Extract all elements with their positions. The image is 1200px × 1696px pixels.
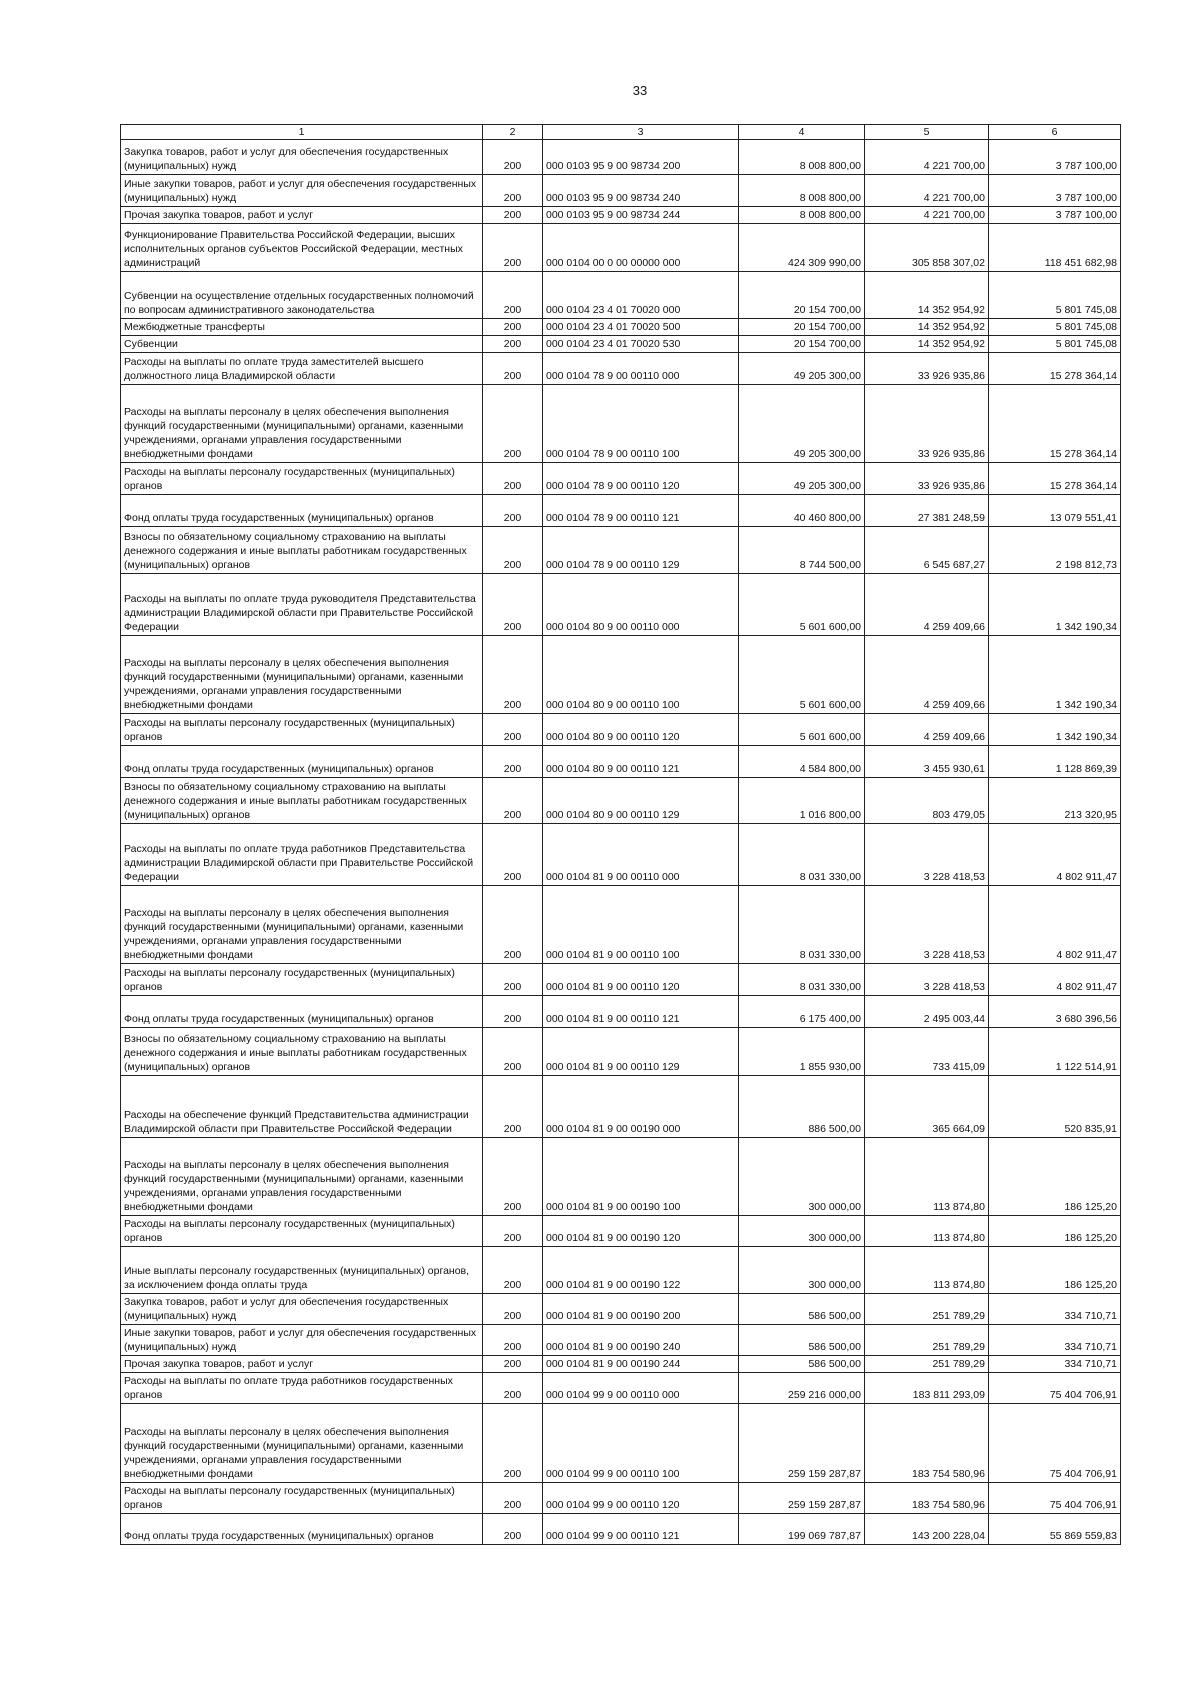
row-unexecuted-cell: 5 801 745,08	[989, 319, 1121, 336]
table-row	[121, 1373, 1121, 1404]
row-executed-cell: 3 455 930,61	[865, 746, 989, 778]
row-executed-cell: 113 874,80	[865, 1138, 989, 1216]
row-unexecuted-cell: 2 198 812,73	[989, 527, 1121, 574]
row-planned-cell: 8 008 800,00	[739, 175, 865, 207]
row-name-cell: Расходы на обеспечение функций Представительства администрации Владимирской области при Правительстве Российской Федерации	[121, 1076, 483, 1138]
row-classification-cell: 000 0104 81 9 00 00190 122	[543, 1247, 739, 1294]
row-name-cell: Прочая закупка товаров, работ и услуг	[121, 207, 483, 224]
row-unexecuted-cell: 118 451 682,98	[989, 224, 1121, 272]
row-code-cell: 200	[483, 385, 543, 463]
row-classification-cell: 000 0104 99 9 00 00110 120	[543, 1483, 739, 1514]
row-planned-cell: 1 016 800,00	[739, 778, 865, 824]
row-unexecuted-cell: 186 125,20	[989, 1138, 1121, 1216]
row-executed-cell: 3 228 418,53	[865, 964, 989, 996]
row-code-cell: 200	[483, 886, 543, 964]
row-executed-cell: 4 221 700,00	[865, 207, 989, 224]
column-header-1: 1	[121, 125, 483, 140]
row-code-cell: 200	[483, 1028, 543, 1076]
row-unexecuted-cell: 1 128 869,39	[989, 746, 1121, 778]
row-unexecuted-cell: 1 342 190,34	[989, 636, 1121, 714]
table-row	[121, 996, 1121, 1028]
row-name-cell: Расходы на выплаты персоналу государственных (муниципальных) органов	[121, 964, 483, 996]
row-planned-cell: 20 154 700,00	[739, 272, 865, 319]
row-planned-cell: 6 175 400,00	[739, 996, 865, 1028]
row-classification-cell: 000 0104 81 9 00 00190 120	[543, 1216, 739, 1247]
table-row	[121, 1028, 1121, 1076]
row-executed-cell: 14 352 954,92	[865, 272, 989, 319]
row-classification-cell: 000 0104 81 9 00 00190 100	[543, 1138, 739, 1216]
row-name-cell: Расходы на выплаты по оплате труда руководителя Представительства администрации Владимирской области при Правительстве Российской Федерации	[121, 574, 483, 636]
row-classification-cell: 000 0104 81 9 00 00110 120	[543, 964, 739, 996]
row-executed-cell: 143 200 228,04	[865, 1514, 989, 1545]
row-executed-cell: 3 228 418,53	[865, 824, 989, 886]
row-planned-cell: 586 500,00	[739, 1356, 865, 1373]
row-unexecuted-cell: 4 802 911,47	[989, 964, 1121, 996]
row-executed-cell: 33 926 935,86	[865, 353, 989, 385]
column-header-5: 5	[865, 125, 989, 140]
row-planned-cell: 49 205 300,00	[739, 385, 865, 463]
table-row	[121, 527, 1121, 574]
row-planned-cell: 40 460 800,00	[739, 495, 865, 527]
row-code-cell: 200	[483, 1483, 543, 1514]
row-classification-cell: 000 0103 95 9 00 98734 200	[543, 140, 739, 175]
row-code-cell: 200	[483, 1373, 543, 1404]
row-planned-cell: 49 205 300,00	[739, 463, 865, 495]
table-row	[121, 574, 1121, 636]
row-unexecuted-cell: 213 320,95	[989, 778, 1121, 824]
row-name-cell: Расходы на выплаты по оплате труда работников Представительства администрации Владимирской области при Правительстве Российской Федерации	[121, 824, 483, 886]
row-executed-cell: 33 926 935,86	[865, 463, 989, 495]
row-unexecuted-cell: 334 710,71	[989, 1325, 1121, 1356]
row-unexecuted-cell: 1 342 190,34	[989, 574, 1121, 636]
table-row	[121, 140, 1121, 175]
row-planned-cell: 300 000,00	[739, 1138, 865, 1216]
row-executed-cell: 14 352 954,92	[865, 319, 989, 336]
row-name-cell: Иные закупки товаров, работ и услуг для обеспечения государственных (муниципальных) нужд	[121, 1325, 483, 1356]
row-code-cell: 200	[483, 1356, 543, 1373]
table-row	[121, 1216, 1121, 1247]
row-executed-cell: 113 874,80	[865, 1247, 989, 1294]
row-unexecuted-cell: 5 801 745,08	[989, 336, 1121, 353]
row-classification-cell: 000 0104 00 0 00 00000 000	[543, 224, 739, 272]
row-planned-cell: 8 031 330,00	[739, 964, 865, 996]
row-executed-cell: 251 789,29	[865, 1356, 989, 1373]
row-name-cell: Прочая закупка товаров, работ и услуг	[121, 1356, 483, 1373]
row-code-cell: 200	[483, 1404, 543, 1483]
row-executed-cell: 365 664,09	[865, 1076, 989, 1138]
table-row	[121, 1138, 1121, 1216]
row-classification-cell: 000 0104 78 9 00 00110 000	[543, 353, 739, 385]
row-unexecuted-cell: 75 404 706,91	[989, 1483, 1121, 1514]
row-unexecuted-cell: 334 710,71	[989, 1294, 1121, 1325]
budget-report-table	[120, 124, 1121, 1545]
row-planned-cell: 199 069 787,87	[739, 1514, 865, 1545]
row-classification-cell: 000 0104 78 9 00 00110 120	[543, 463, 739, 495]
row-unexecuted-cell: 75 404 706,91	[989, 1404, 1121, 1483]
row-code-cell: 200	[483, 140, 543, 175]
table-row	[121, 964, 1121, 996]
row-classification-cell: 000 0104 99 9 00 00110 000	[543, 1373, 739, 1404]
row-name-cell: Расходы на выплаты персоналу государственных (муниципальных) органов	[121, 1216, 483, 1247]
row-classification-cell: 000 0104 81 9 00 00190 000	[543, 1076, 739, 1138]
row-unexecuted-cell: 3 787 100,00	[989, 140, 1121, 175]
row-name-cell: Расходы на выплаты персоналу в целях обеспечения выполнения функций государственными (муниципальными) органами, казенными учреждениями, органами управления государственными внебюджетными фондами	[121, 1138, 483, 1216]
row-name-cell: Фонд оплаты труда государственных (муниципальных) органов	[121, 996, 483, 1028]
table-row	[121, 1483, 1121, 1514]
row-unexecuted-cell: 186 125,20	[989, 1247, 1121, 1294]
row-unexecuted-cell: 1 342 190,34	[989, 714, 1121, 746]
row-executed-cell: 113 874,80	[865, 1216, 989, 1247]
row-unexecuted-cell: 15 278 364,14	[989, 385, 1121, 463]
column-header-6: 6	[989, 125, 1121, 140]
row-classification-cell: 000 0104 81 9 00 00110 100	[543, 886, 739, 964]
row-name-cell: Взносы по обязательному социальному страхованию на выплаты денежного содержания и иные выплаты работникам государственных (муниципальных) органов	[121, 527, 483, 574]
column-header-3: 3	[543, 125, 739, 140]
row-executed-cell: 2 495 003,44	[865, 996, 989, 1028]
table-row	[121, 319, 1121, 336]
row-planned-cell: 586 500,00	[739, 1325, 865, 1356]
row-name-cell: Взносы по обязательному социальному страхованию на выплаты денежного содержания и иные выплаты работникам государственных (муниципальных) органов	[121, 778, 483, 824]
row-planned-cell: 259 159 287,87	[739, 1483, 865, 1514]
row-executed-cell: 803 479,05	[865, 778, 989, 824]
row-name-cell: Закупка товаров, работ и услуг для обеспечения государственных (муниципальных) нужд	[121, 1294, 483, 1325]
row-executed-cell: 4 259 409,66	[865, 714, 989, 746]
row-name-cell: Иные закупки товаров, работ и услуг для обеспечения государственных (муниципальных) нужд	[121, 175, 483, 207]
table-row	[121, 714, 1121, 746]
row-executed-cell: 305 858 307,02	[865, 224, 989, 272]
row-name-cell: Расходы на выплаты персоналу в целях обеспечения выполнения функций государственными (муниципальными) органами, казенными учреждениями, органами управления государственными внебюджетными фондами	[121, 636, 483, 714]
row-planned-cell: 586 500,00	[739, 1294, 865, 1325]
row-name-cell: Субвенции на осуществление отдельных государственных полномочий по вопросам административного законодательства	[121, 272, 483, 319]
row-classification-cell: 000 0104 23 4 01 70020 000	[543, 272, 739, 319]
row-executed-cell: 733 415,09	[865, 1028, 989, 1076]
table-row	[121, 207, 1121, 224]
row-classification-cell: 000 0104 23 4 01 70020 500	[543, 319, 739, 336]
table-row	[121, 353, 1121, 385]
table-row	[121, 1247, 1121, 1294]
row-planned-cell: 20 154 700,00	[739, 336, 865, 353]
row-planned-cell: 424 309 990,00	[739, 224, 865, 272]
row-classification-cell: 000 0104 99 9 00 00110 121	[543, 1514, 739, 1545]
row-executed-cell: 183 754 580,96	[865, 1483, 989, 1514]
row-code-cell: 200	[483, 224, 543, 272]
row-unexecuted-cell: 4 802 911,47	[989, 886, 1121, 964]
column-header-2: 2	[483, 125, 543, 140]
row-name-cell: Взносы по обязательному социальному страхованию на выплаты денежного содержания и иные выплаты работникам государственных (муниципальных) органов	[121, 1028, 483, 1076]
row-executed-cell: 251 789,29	[865, 1325, 989, 1356]
table-row	[121, 1404, 1121, 1483]
row-planned-cell: 5 601 600,00	[739, 574, 865, 636]
table-row	[121, 824, 1121, 886]
row-executed-cell: 4 221 700,00	[865, 140, 989, 175]
row-executed-cell: 4 259 409,66	[865, 636, 989, 714]
row-name-cell: Расходы на выплаты персоналу государственных (муниципальных) органов	[121, 1483, 483, 1514]
row-code-cell: 200	[483, 1294, 543, 1325]
table-row	[121, 1076, 1121, 1138]
row-name-cell: Фонд оплаты труда государственных (муниципальных) органов	[121, 1514, 483, 1545]
row-classification-cell: 000 0104 78 9 00 00110 100	[543, 385, 739, 463]
table-row	[121, 463, 1121, 495]
row-executed-cell: 6 545 687,27	[865, 527, 989, 574]
row-code-cell: 200	[483, 207, 543, 224]
table-row	[121, 175, 1121, 207]
row-planned-cell: 259 159 287,87	[739, 1404, 865, 1483]
row-planned-cell: 5 601 600,00	[739, 636, 865, 714]
column-number-header-row	[121, 125, 1121, 140]
row-code-cell: 200	[483, 175, 543, 207]
row-unexecuted-cell: 75 404 706,91	[989, 1373, 1121, 1404]
table-row	[121, 385, 1121, 463]
row-unexecuted-cell: 55 869 559,83	[989, 1514, 1121, 1545]
row-planned-cell: 4 584 800,00	[739, 746, 865, 778]
row-code-cell: 200	[483, 574, 543, 636]
row-planned-cell: 300 000,00	[739, 1247, 865, 1294]
row-classification-cell: 000 0103 95 9 00 98734 240	[543, 175, 739, 207]
row-code-cell: 200	[483, 1138, 543, 1216]
row-planned-cell: 20 154 700,00	[739, 319, 865, 336]
row-code-cell: 200	[483, 1325, 543, 1356]
table-row	[121, 746, 1121, 778]
row-name-cell: Расходы на выплаты персоналу государственных (муниципальных) органов	[121, 463, 483, 495]
table-row	[121, 1325, 1121, 1356]
row-code-cell: 200	[483, 778, 543, 824]
row-classification-cell: 000 0104 80 9 00 00110 100	[543, 636, 739, 714]
row-name-cell: Закупка товаров, работ и услуг для обеспечения государственных (муниципальных) нужд	[121, 140, 483, 175]
row-unexecuted-cell: 3 787 100,00	[989, 207, 1121, 224]
row-code-cell: 200	[483, 353, 543, 385]
row-unexecuted-cell: 15 278 364,14	[989, 463, 1121, 495]
row-executed-cell: 4 221 700,00	[865, 175, 989, 207]
row-code-cell: 200	[483, 714, 543, 746]
row-planned-cell: 8 744 500,00	[739, 527, 865, 574]
row-code-cell: 200	[483, 996, 543, 1028]
row-code-cell: 200	[483, 1216, 543, 1247]
row-planned-cell: 259 216 000,00	[739, 1373, 865, 1404]
row-name-cell: Расходы на выплаты персоналу в целях обеспечения выполнения функций государственными (муниципальными) органами, казенными учреждениями, органами управления государственными внебюджетными фондами	[121, 385, 483, 463]
row-executed-cell: 33 926 935,86	[865, 385, 989, 463]
row-unexecuted-cell: 3 680 396,56	[989, 996, 1121, 1028]
row-code-cell: 200	[483, 1247, 543, 1294]
table-row	[121, 224, 1121, 272]
row-code-cell: 200	[483, 495, 543, 527]
row-planned-cell: 8 031 330,00	[739, 886, 865, 964]
row-code-cell: 200	[483, 1076, 543, 1138]
row-planned-cell: 8 008 800,00	[739, 140, 865, 175]
row-executed-cell: 251 789,29	[865, 1294, 989, 1325]
row-unexecuted-cell: 3 787 100,00	[989, 175, 1121, 207]
row-executed-cell: 4 259 409,66	[865, 574, 989, 636]
row-name-cell: Расходы на выплаты персоналу в целях обеспечения выполнения функций государственными (муниципальными) органами, казенными учреждениями, органами управления государственными внебюджетными фондами	[121, 886, 483, 964]
row-code-cell: 200	[483, 964, 543, 996]
row-executed-cell: 27 381 248,59	[865, 495, 989, 527]
row-classification-cell: 000 0104 81 9 00 00190 240	[543, 1325, 739, 1356]
row-classification-cell: 000 0104 81 9 00 00110 000	[543, 824, 739, 886]
row-unexecuted-cell: 520 835,91	[989, 1076, 1121, 1138]
row-classification-cell: 000 0104 81 9 00 00110 121	[543, 996, 739, 1028]
row-name-cell: Расходы на выплаты по оплате труда работников государственных органов	[121, 1373, 483, 1404]
row-executed-cell: 183 754 580,96	[865, 1404, 989, 1483]
table-row	[121, 1356, 1121, 1373]
row-planned-cell: 8 031 330,00	[739, 824, 865, 886]
table-row	[121, 336, 1121, 353]
row-name-cell: Фонд оплаты труда государственных (муниципальных) органов	[121, 746, 483, 778]
row-executed-cell: 14 352 954,92	[865, 336, 989, 353]
row-classification-cell: 000 0104 81 9 00 00110 129	[543, 1028, 739, 1076]
row-planned-cell: 8 008 800,00	[739, 207, 865, 224]
row-classification-cell: 000 0104 23 4 01 70020 530	[543, 336, 739, 353]
report-body	[121, 140, 1121, 1545]
row-classification-cell: 000 0104 80 9 00 00110 129	[543, 778, 739, 824]
row-code-cell: 200	[483, 463, 543, 495]
row-name-cell: Расходы на выплаты персоналу государственных (муниципальных) органов	[121, 714, 483, 746]
row-name-cell: Расходы на выплаты персоналу в целях обеспечения выполнения функций государственными (муниципальными) органами, казенными учреждениями, органами управления государственными внебюджетными фондами	[121, 1404, 483, 1483]
table-row	[121, 272, 1121, 319]
row-executed-cell: 183 811 293,09	[865, 1373, 989, 1404]
row-code-cell: 200	[483, 319, 543, 336]
table-row	[121, 1294, 1121, 1325]
row-code-cell: 200	[483, 272, 543, 319]
row-classification-cell: 000 0104 81 9 00 00190 244	[543, 1356, 739, 1373]
row-code-cell: 200	[483, 746, 543, 778]
table-row	[121, 1514, 1121, 1545]
row-code-cell: 200	[483, 824, 543, 886]
row-name-cell: Межбюджетные трансферты	[121, 319, 483, 336]
table-row	[121, 778, 1121, 824]
row-unexecuted-cell: 5 801 745,08	[989, 272, 1121, 319]
row-name-cell: Фонд оплаты труда государственных (муниципальных) органов	[121, 495, 483, 527]
row-name-cell: Функционирование Правительства Российской Федерации, высших исполнительных органов субъектов Российской Федерации, местных администраций	[121, 224, 483, 272]
row-unexecuted-cell: 1 122 514,91	[989, 1028, 1121, 1076]
column-header-4: 4	[739, 125, 865, 140]
row-classification-cell: 000 0104 78 9 00 00110 129	[543, 527, 739, 574]
row-classification-cell: 000 0104 78 9 00 00110 121	[543, 495, 739, 527]
row-unexecuted-cell: 186 125,20	[989, 1216, 1121, 1247]
row-planned-cell: 300 000,00	[739, 1216, 865, 1247]
row-name-cell: Иные выплаты персоналу государственных (муниципальных) органов, за исключением фонда оплаты труда	[121, 1247, 483, 1294]
row-executed-cell: 3 228 418,53	[865, 886, 989, 964]
row-code-cell: 200	[483, 527, 543, 574]
row-classification-cell: 000 0104 81 9 00 00190 200	[543, 1294, 739, 1325]
row-unexecuted-cell: 15 278 364,14	[989, 353, 1121, 385]
page-number: 33	[632, 83, 648, 98]
row-name-cell: Расходы на выплаты по оплате труда заместителей высшего должностного лица Владимирской области	[121, 353, 483, 385]
row-classification-cell: 000 0104 80 9 00 00110 000	[543, 574, 739, 636]
row-code-cell: 200	[483, 1514, 543, 1545]
row-planned-cell: 49 205 300,00	[739, 353, 865, 385]
row-unexecuted-cell: 334 710,71	[989, 1356, 1121, 1373]
row-code-cell: 200	[483, 636, 543, 714]
table-row	[121, 636, 1121, 714]
row-classification-cell: 000 0103 95 9 00 98734 244	[543, 207, 739, 224]
row-classification-cell: 000 0104 99 9 00 00110 100	[543, 1404, 739, 1483]
row-name-cell: Субвенции	[121, 336, 483, 353]
row-unexecuted-cell: 13 079 551,41	[989, 495, 1121, 527]
row-classification-cell: 000 0104 80 9 00 00110 121	[543, 746, 739, 778]
row-planned-cell: 5 601 600,00	[739, 714, 865, 746]
row-planned-cell: 886 500,00	[739, 1076, 865, 1138]
table-row	[121, 886, 1121, 964]
row-code-cell: 200	[483, 336, 543, 353]
table-row	[121, 495, 1121, 527]
row-planned-cell: 1 855 930,00	[739, 1028, 865, 1076]
row-unexecuted-cell: 4 802 911,47	[989, 824, 1121, 886]
row-classification-cell: 000 0104 80 9 00 00110 120	[543, 714, 739, 746]
